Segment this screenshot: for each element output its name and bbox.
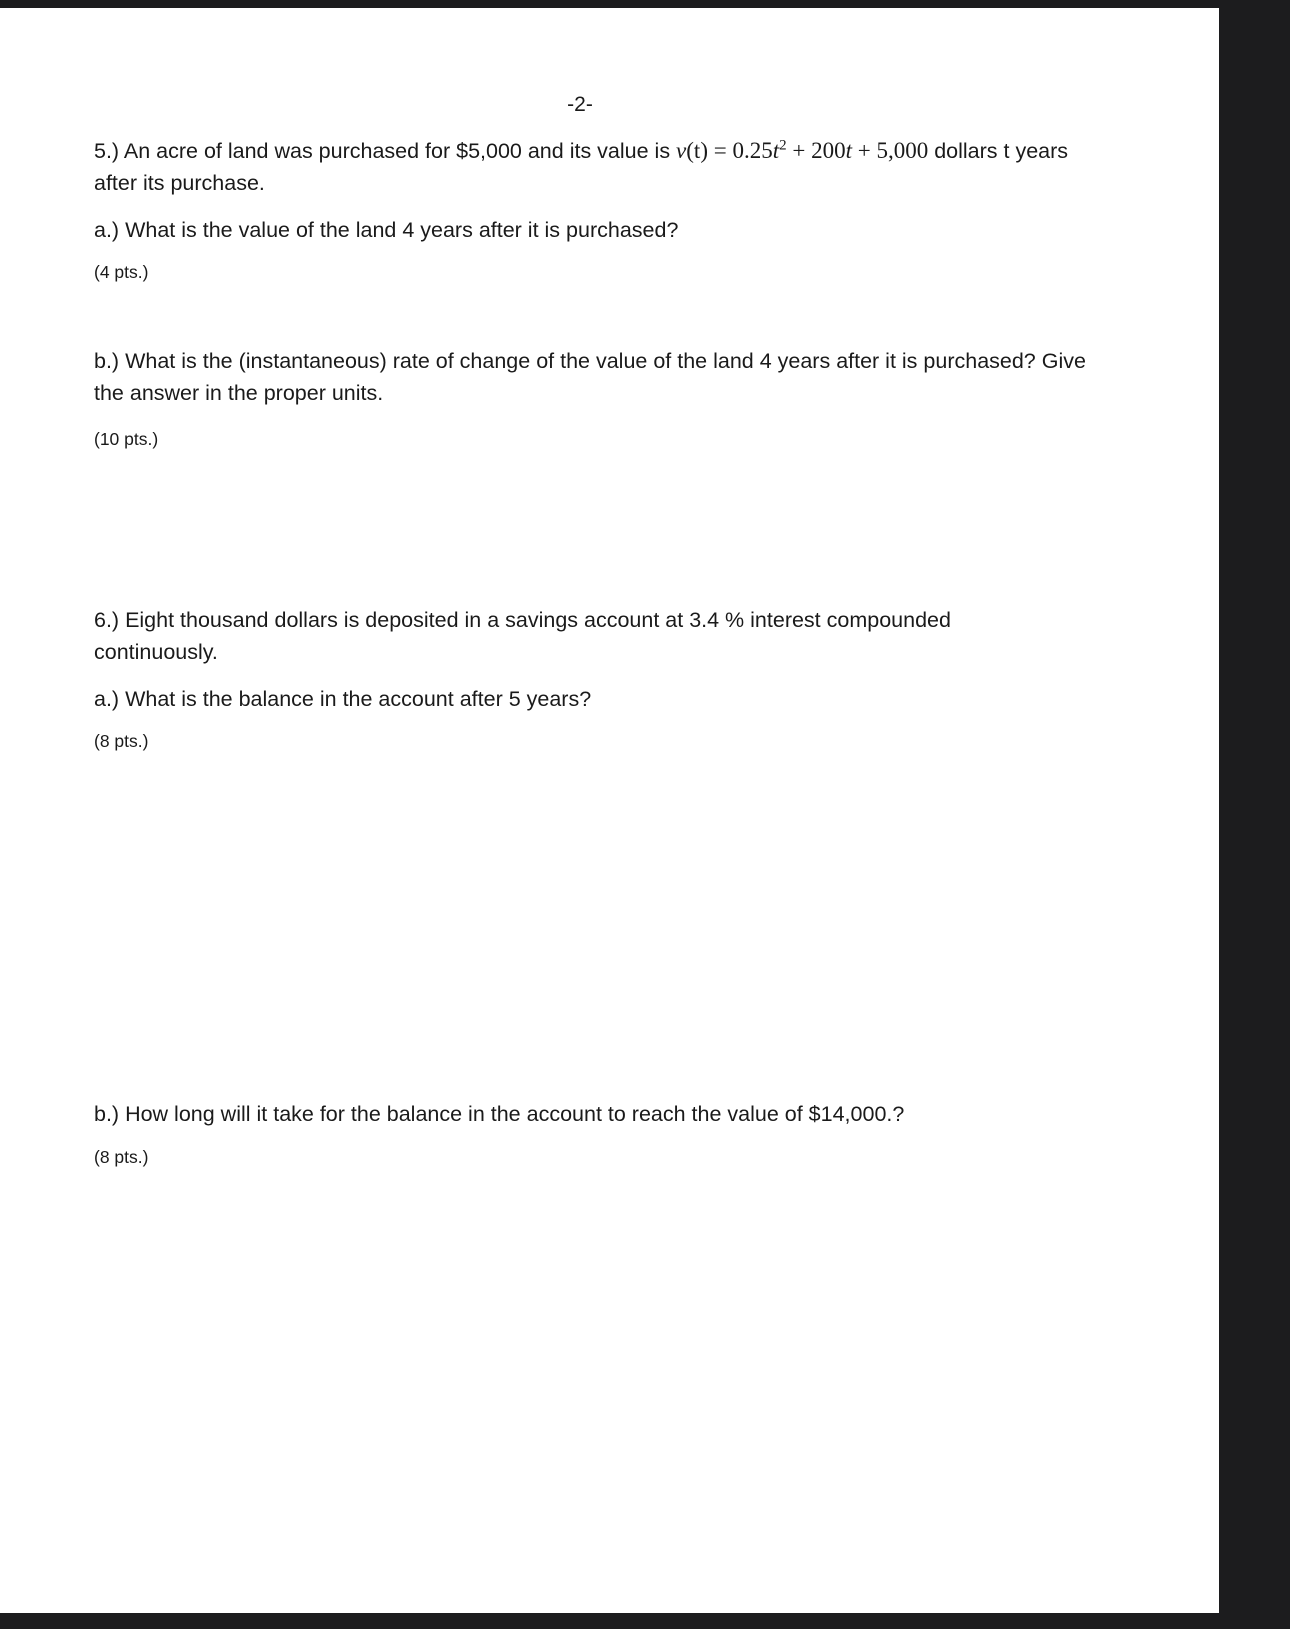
question-5-intro [94,135,1114,199]
question-5-intro-tail: dollars t years after its purchase. [94,139,1069,195]
question-5b: b.) What is the (instantaneous) rate of change of the value of the land 4 years after it is purchased? Give the answer in the proper units. [94,349,1086,405]
question-6-intro: 6.) Eight thousand dollars is deposited in a savings account at 3.4 % interest compounded continuously. [94,608,951,664]
question-5a-points: (4 pts.) [94,262,149,282]
question-5a: a.) What is the value of the land 4 years after it is purchased? [94,218,679,242]
question-6a: a.) What is the balance in the account after 5 years? [94,687,592,711]
question-6b: b.) How long will it take for the balance in the account to reach the value of $14,000.? [94,1102,905,1126]
question-5-intro-text: 5.) An acre of land was purchased for $5,000 and its value is [94,139,677,163]
page-number: -2- [567,93,593,116]
question-6b-points: (8 pts.) [94,1147,149,1167]
question-6a-points: (8 pts.) [94,731,149,751]
question-5b-points: (10 pts.) [94,429,159,449]
document-page [0,8,1219,1613]
value-function-formula: $v(t) = 0.25t^2 + 200t + 5,000$ [676,137,929,163]
